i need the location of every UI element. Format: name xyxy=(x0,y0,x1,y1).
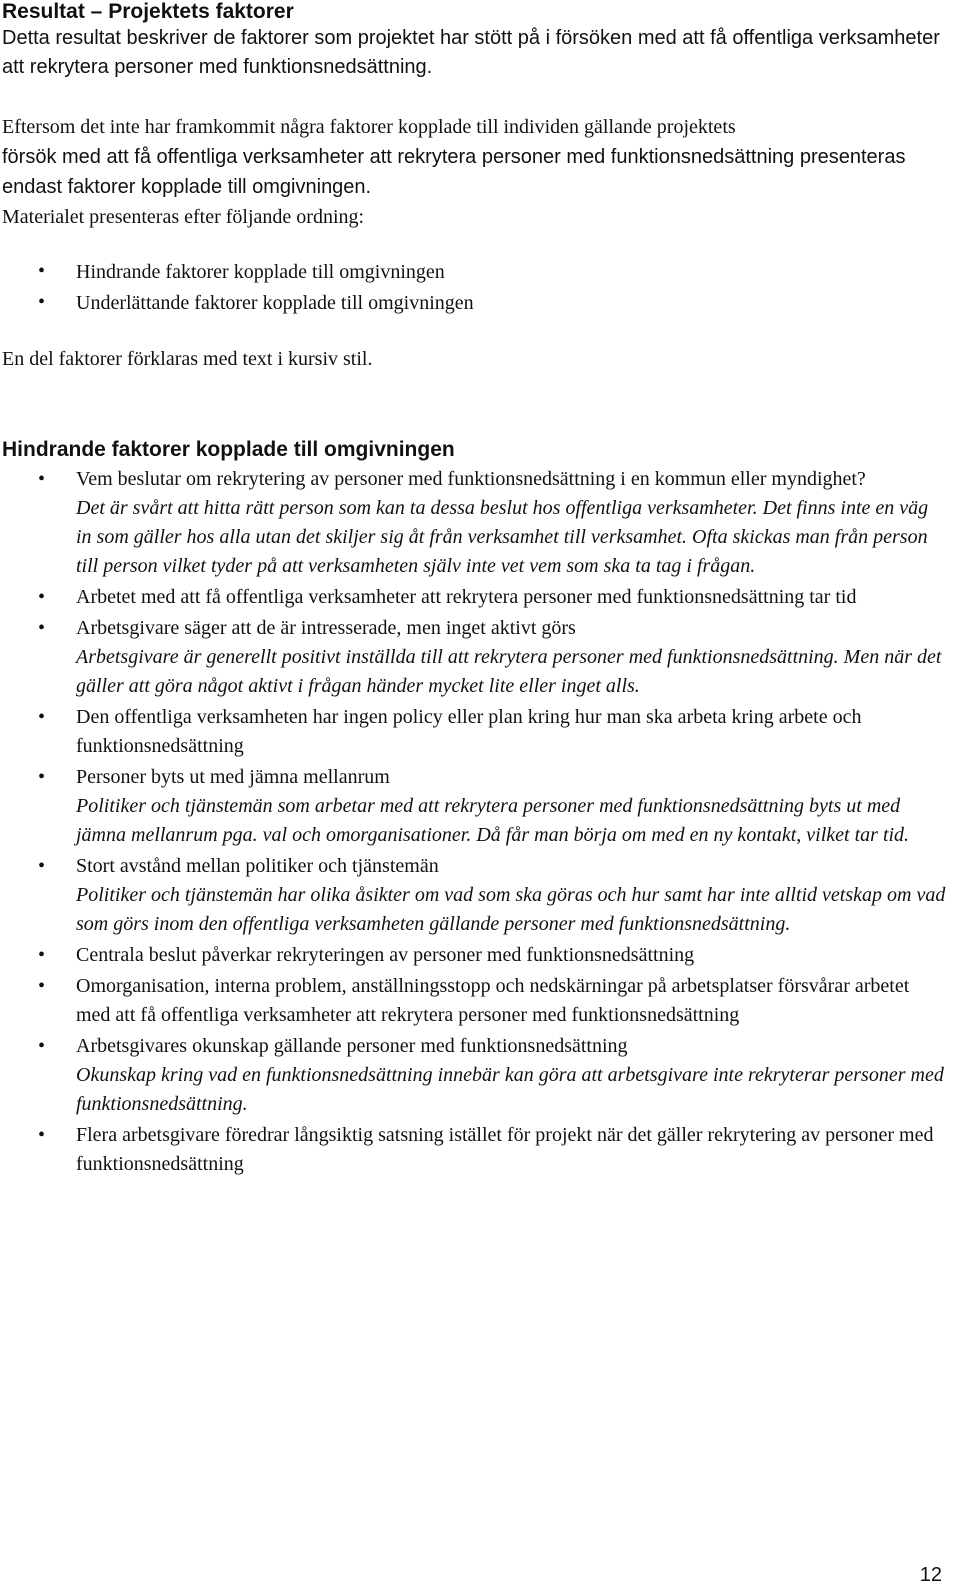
bullet-icon: • xyxy=(38,855,46,877)
bullet-icon: • xyxy=(38,944,46,966)
factor-text: Den offentliga verksamheten har ingen policy eller plan kring hur man ska arbeta kring arbete och funktionsnedsättning xyxy=(76,706,862,757)
bullet-icon: • xyxy=(38,260,46,282)
section-heading: Hindrande faktorer kopplade till omgivningen xyxy=(2,438,455,461)
list-item xyxy=(0,763,946,850)
factor-list xyxy=(0,465,946,1181)
bullet-icon: • xyxy=(38,706,46,728)
order-intro: Materialet presenteras efter följande ordning: xyxy=(2,206,365,228)
factor-explanation: Arbetsgivare är generellt positivt inställda till att rekrytera personer med funktionsnedsättning. Men när det gäller att göra något aktivt i frågan händer mycket lite eller inget alls. xyxy=(76,646,942,697)
factor-text: Arbetet med att få offentliga verksamheter att rekrytera personer med funktionsnedsättning tar tid xyxy=(76,586,857,608)
list-item xyxy=(0,614,946,701)
scope-paragraph xyxy=(2,112,952,202)
list-item xyxy=(0,941,946,970)
list-item xyxy=(0,1121,946,1179)
factor-text: Centrala beslut påverkar rekryteringen av personer med funktionsnedsättning xyxy=(76,944,695,966)
factor-text: Arbetsgivares okunskap gällande personer med funktionsnedsättning xyxy=(76,1035,628,1057)
factor-explanation: Okunskap kring vad en funktionsnedsättning innebär kan göra att arbetsgivare inte rekryterar personer med funktionsnedsättning. xyxy=(76,1064,944,1115)
list-item xyxy=(0,465,946,581)
factor-text: Flera arbetsgivare föredrar långsiktig satsning istället för projekt när det gäller rekrytering av personer med funktionsnedsättning xyxy=(76,1124,934,1175)
intro-paragraph: Detta resultat beskriver de faktorer som projektet har stött på i försöken med att få offentliga verksamheter att rekrytera personer med funktionsnedsättning. xyxy=(2,27,940,78)
list-item xyxy=(0,288,946,319)
bullet-icon: • xyxy=(38,291,46,313)
list-item xyxy=(0,1032,946,1119)
bullet-icon: • xyxy=(38,617,46,639)
list-item xyxy=(0,583,946,612)
bullet-icon: • xyxy=(38,468,46,490)
page-heading: Resultat – Projektets faktorer xyxy=(2,0,294,23)
scope-paragraph-line-1: Eftersom det inte har framkommit några faktorer kopplade till individen gällande projektets xyxy=(2,116,736,138)
scope-paragraph-rest: försök med att få offentliga verksamheter att rekrytera personer med funktionsnedsättning presenteras endast faktorer kopplade till omgivningen. xyxy=(2,146,906,198)
factor-text: Personer byts ut med jämna mellanrum xyxy=(76,766,390,788)
list-item xyxy=(0,852,946,939)
order-list xyxy=(0,257,946,319)
order-item-label: Hindrande faktorer kopplade till omgivningen xyxy=(76,261,445,283)
factor-text: Vem beslutar om rekrytering av personer med funktionsnedsättning i en kommun eller myndighet? xyxy=(76,468,866,490)
list-item xyxy=(0,972,946,1030)
factor-text: Omorganisation, interna problem, anställningsstopp och nedskärningar på arbetsplatser försvårar arbetet med att få offentliga verksamheter att rekrytera personer med funktionsnedsättning xyxy=(76,975,910,1026)
italic-explanation-note: En del faktorer förklaras med text i kursiv stil. xyxy=(2,348,373,370)
list-item xyxy=(0,703,946,761)
bullet-icon: • xyxy=(38,586,46,608)
factor-text: Arbetsgivare säger att de är intresserade, men inget aktivt görs xyxy=(76,617,576,639)
list-item xyxy=(0,257,946,288)
factor-text: Stort avstånd mellan politiker och tjänstemän xyxy=(76,855,439,877)
bullet-icon: • xyxy=(38,1124,46,1146)
bullet-icon: • xyxy=(38,975,46,997)
order-item-label: Underlättande faktorer kopplade till omgivningen xyxy=(76,292,474,314)
factor-explanation: Politiker och tjänstemän har olika åsikter om vad som ska göras och hur samt har inte alltid vetskap om vad som görs inom den offentliga verksamheten gällande personer med funktionsnedsättning. xyxy=(76,884,946,935)
factor-explanation: Det är svårt att hitta rätt person som kan ta dessa beslut hos offentliga verksamheter. Det finns inte en väg in som gäller hos alla utan det skiljer sig åt från verksamhet till verksamhet. Ofta skickas man från person till person vilket tyder på att verksamheten själv inte vet vem som ska ta tag i frågan. xyxy=(76,497,929,577)
bullet-icon: • xyxy=(38,1035,46,1057)
page-number: 12 xyxy=(919,1564,942,1586)
bullet-icon: • xyxy=(38,766,46,788)
factor-explanation: Politiker och tjänstemän som arbetar med att rekrytera personer med funktionsnedsättning byts ut med jämna mellanrum pga. val och omorganisationer. Då får man börja om med en ny kontakt, vilket tar tid. xyxy=(76,795,910,846)
